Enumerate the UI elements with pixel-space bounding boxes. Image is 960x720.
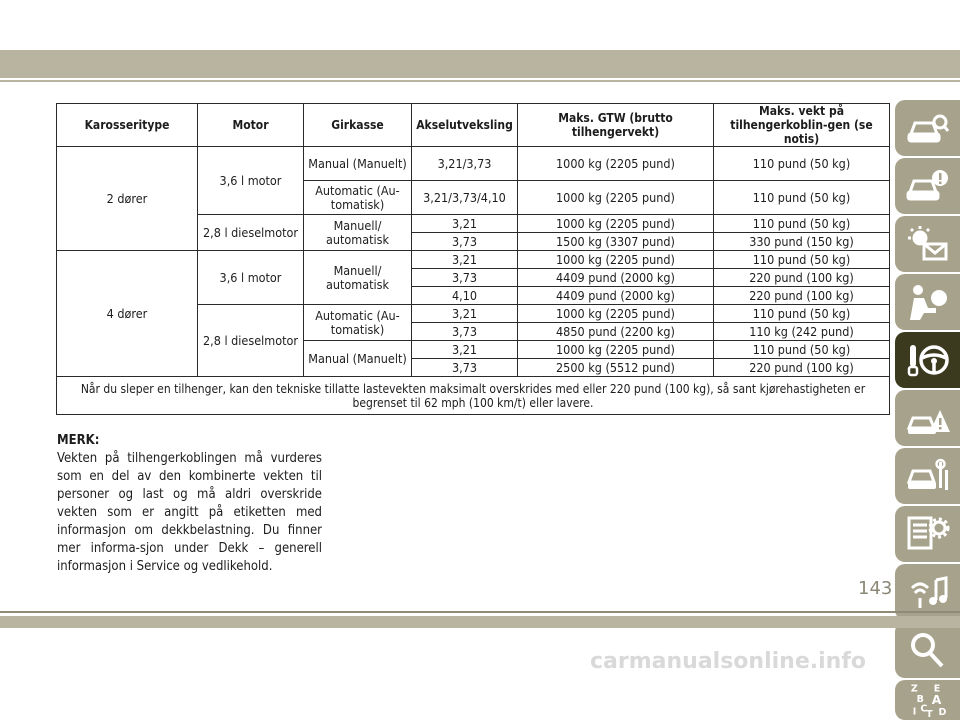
index-icon[interactable] — [895, 680, 960, 720]
ratio-cell: 3,21/3,73 — [412, 147, 518, 181]
gtw-cell: 4409 pund (2000 kg) — [518, 269, 714, 287]
footer-band — [0, 616, 960, 628]
gtw-cell: 4409 pund (2000 kg) — [518, 287, 714, 305]
ratio-cell: 4,10 — [412, 287, 518, 305]
car-service-icon[interactable] — [895, 448, 960, 504]
search-icon[interactable] — [895, 622, 960, 678]
ratio-cell: 3,73 — [412, 323, 518, 341]
gtw-cell: 4850 pund (2200 kg) — [518, 323, 714, 341]
ratio-cell: 3,21 — [412, 305, 518, 323]
ratio-cell: 3,21 — [412, 251, 518, 269]
header-maks-gtw: Maks. GTW (brutto tilhengervekt) — [518, 104, 714, 147]
header-girkasse: Girkasse — [304, 104, 412, 147]
index-letter: E — [933, 683, 940, 695]
header-akselutveksling: Akselutveksling — [412, 104, 518, 147]
steering-wheel-key-icon[interactable] — [895, 332, 960, 388]
table-header-row — [57, 104, 890, 147]
roadside-warning-icon[interactable] — [895, 390, 960, 446]
car-info-icon[interactable] — [895, 158, 960, 214]
body-type-cell: 2 dører — [57, 147, 198, 251]
index-letter: I — [912, 706, 916, 718]
gearbox-cell: Manuell/ automatisk — [304, 251, 412, 305]
header-motor: Motor — [198, 104, 304, 147]
gtw-cell: 1000 kg (2205 pund) — [518, 251, 714, 269]
index-letter: C — [919, 703, 927, 715]
gtw-cell: 1500 kg (3307 pund) — [518, 233, 714, 251]
engine-cell: 2,8 l dieselmotor — [198, 305, 304, 377]
gtw-cell: 1000 kg (2205 pund) — [518, 341, 714, 359]
watermark: carmanualsonline.info — [590, 649, 866, 674]
table-note-row — [57, 377, 890, 415]
gtw-cell: 2500 kg (5512 pund) — [518, 359, 714, 377]
index-letter: B — [916, 693, 924, 705]
safety-airbag-icon[interactable] — [895, 274, 960, 330]
ratio-cell: 3,21 — [412, 215, 518, 233]
page-number: 143 — [858, 578, 893, 599]
footer-rule — [0, 611, 960, 613]
index-letter: T — [925, 709, 933, 719]
note-title: MERK: — [57, 433, 100, 448]
tongue-cell: 110 pund (50 kg) — [714, 305, 890, 323]
tongue-cell: 110 pund (50 kg) — [714, 147, 890, 181]
tongue-cell: 220 pund (100 kg) — [714, 287, 890, 305]
specifications-icon[interactable] — [895, 506, 960, 562]
tongue-cell: 110 kg (242 pund) — [714, 323, 890, 341]
table-row — [57, 251, 890, 269]
body-type-cell: 4 dører — [57, 251, 198, 377]
note-body: Vekten på tilhengerkoblingen må vurderes som en del av den kombinerte vekten til personer og last og må aldri overskride vekten som er angitt på etiketten med informasjon om dekkbelastning. Du finner mer informa-sjon under Dekk – generell informasjon i Service og vedlikehold. — [57, 451, 322, 574]
header-maks-tongue-weight: Maks. vekt på tilhengerkoblin-gen (se notis) — [714, 104, 890, 147]
gearbox-cell: Automatic (Au-tomatisk) — [304, 305, 412, 341]
ratio-cell: 3,73 — [412, 269, 518, 287]
car-search-icon[interactable] — [895, 100, 960, 156]
ratio-cell: 3,21/3,73/4,10 — [412, 181, 518, 215]
index-letter: D — [937, 707, 946, 719]
gtw-cell: 1000 kg (2205 pund) — [518, 147, 714, 181]
tongue-cell: 110 pund (50 kg) — [714, 341, 890, 359]
ratio-cell: 3,73 — [412, 233, 518, 251]
header-karosseritype: Karosseritype — [57, 104, 198, 147]
gearbox-cell: Manual (Manuelt) — [304, 147, 412, 181]
engine-cell: 3,6 l motor — [198, 147, 304, 215]
header-rule — [0, 80, 960, 82]
engine-cell: 3,6 l motor — [198, 251, 304, 305]
gearbox-cell: Manuell/ automatisk — [304, 215, 412, 251]
tongue-cell: 110 pund (50 kg) — [714, 251, 890, 269]
tongue-cell: 220 pund (100 kg) — [714, 359, 890, 377]
index-letter: Z — [910, 683, 918, 695]
towing-spec-table — [56, 103, 890, 415]
tongue-cell: 220 pund (100 kg) — [714, 269, 890, 287]
note-block — [57, 432, 322, 576]
gearbox-cell: Manual (Manuelt) — [304, 341, 412, 377]
index-letter: A — [931, 692, 941, 707]
table-row — [57, 147, 890, 181]
ratio-cell: 3,73 — [412, 359, 518, 377]
gearbox-cell: Automatic (Au-tomatisk) — [304, 181, 412, 215]
gtw-cell: 1000 kg (2205 pund) — [518, 181, 714, 215]
tongue-cell: 110 pund (50 kg) — [714, 215, 890, 233]
tongue-cell: 110 pund (50 kg) — [714, 181, 890, 215]
gtw-cell: 1000 kg (2205 pund) — [518, 305, 714, 323]
engine-cell: 2,8 l dieselmotor — [198, 215, 304, 251]
warning-lights-icon[interactable] — [895, 216, 960, 272]
gtw-cell: 1000 kg (2205 pund) — [518, 215, 714, 233]
ratio-cell: 3,21 — [412, 341, 518, 359]
table-note: Når du sleper en tilhenger, kan den tekniske tillatte lastevekten maksimalt overskrides med eller 220 pund (100 kg), så sant kjørehastigheten er begrenset til 62 mph (100 km/t) eller lavere. — [57, 377, 890, 415]
header-band — [0, 50, 960, 78]
tongue-cell: 330 pund (150 kg) — [714, 233, 890, 251]
